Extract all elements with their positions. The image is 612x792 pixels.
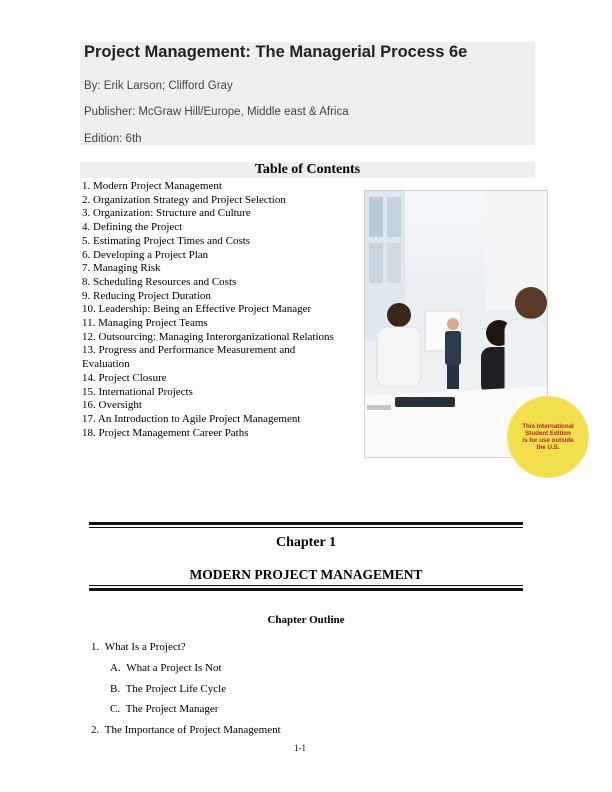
toc-item[interactable]: 8. Scheduling Resources and Costs xyxy=(82,275,237,288)
toc-item[interactable]: 4. Defining the Project xyxy=(82,221,183,234)
outline-subitem xyxy=(110,703,218,715)
toc-item[interactable]: 5. Estimating Project Times and Costs xyxy=(82,234,251,247)
international-edition-badge xyxy=(507,396,589,478)
cover-presenter-head xyxy=(447,318,459,330)
outline-text: The Project Life Cycle xyxy=(125,683,227,695)
outline-text: What a Project Is Not xyxy=(126,662,222,674)
cover-window-pane xyxy=(387,243,401,283)
cover-presenter-body xyxy=(445,331,461,365)
chapter-number: Chapter 1 xyxy=(275,535,337,550)
chapter-top-rule-thin xyxy=(89,527,523,528)
cover-window-pane xyxy=(369,243,383,283)
outline-subitem xyxy=(110,683,226,695)
chapter-bottom-rule xyxy=(89,588,523,591)
chapter-top-rule xyxy=(89,522,523,525)
toc-item[interactable]: 2. Organization Strategy and Project Selection xyxy=(82,193,286,206)
toc-item[interactable]: 18. Project Management Career Paths xyxy=(82,426,249,439)
outline-marker: 1. xyxy=(91,641,100,653)
toc-item[interactable]: 13. Progress and Performance Measurement and Evaluation xyxy=(82,344,296,371)
cover-presenter-legs xyxy=(447,365,459,389)
chapter-title: MODERN PROJECT MANAGEMENT xyxy=(189,567,423,582)
book-title: Project Management: The Managerial Process 6e xyxy=(84,43,468,61)
outline-text: The Importance of Project Management xyxy=(104,724,281,736)
outline-subitem xyxy=(110,662,222,674)
chapter-outline-heading: Chapter Outline xyxy=(267,614,345,626)
cover-window-pane xyxy=(369,197,383,237)
toc-item[interactable]: 12. Outsourcing: Managing Interorganizational Relations xyxy=(82,330,334,343)
toc-item[interactable]: 16. Oversight xyxy=(82,399,142,412)
toc-item[interactable]: 9. Reducing Project Duration xyxy=(82,289,211,302)
toc-item[interactable]: 6. Developing a Project Plan xyxy=(82,248,209,261)
chapter-bottom-rule-thin xyxy=(89,585,523,586)
toc-list xyxy=(82,180,344,440)
book-authors: By: Erik Larson; Clifford Gray xyxy=(84,80,233,92)
toc-item[interactable]: 10. Leadership: Being an Effective Project Manager xyxy=(82,303,312,316)
badge-text: This International Student Edition is for use outside the U.S. xyxy=(522,422,574,452)
cover-person-head xyxy=(515,287,547,319)
cover-window-pane xyxy=(387,197,401,237)
toc-item[interactable]: 14. Project Closure xyxy=(82,371,167,384)
toc-item[interactable]: 11. Managing Project Teams xyxy=(82,317,208,330)
outline-marker: A. xyxy=(110,662,121,674)
cover-keyboard xyxy=(367,405,391,410)
page-number: 1-1 xyxy=(294,743,306,753)
book-edition: Edition: 6th xyxy=(84,133,142,145)
toc-item[interactable]: 7. Managing Risk xyxy=(82,262,161,275)
outline-text: The Project Manager xyxy=(125,703,219,715)
cover-person-body xyxy=(377,327,421,387)
toc-item[interactable]: 15. International Projects xyxy=(82,385,193,398)
outline-marker: C. xyxy=(110,703,121,715)
toc-item[interactable]: 3. Organization: Structure and Culture xyxy=(82,207,251,220)
outline-text: What Is a Project? xyxy=(104,641,186,653)
toc-item[interactable]: 17. An Introduction to Agile Project Management xyxy=(82,412,301,425)
cover-laptop xyxy=(395,397,455,407)
outline-item xyxy=(91,641,186,653)
outline-marker: B. xyxy=(110,683,121,695)
outline-marker: 2. xyxy=(91,724,100,736)
outline-item xyxy=(91,724,281,736)
toc-item[interactable]: 1. Modern Project Management xyxy=(82,180,222,192)
toc-heading: Table of Contents xyxy=(254,162,361,177)
book-publisher: Publisher: McGraw Hill/Europe, Middle east & Africa xyxy=(84,106,349,118)
cover-person-head xyxy=(387,303,411,327)
